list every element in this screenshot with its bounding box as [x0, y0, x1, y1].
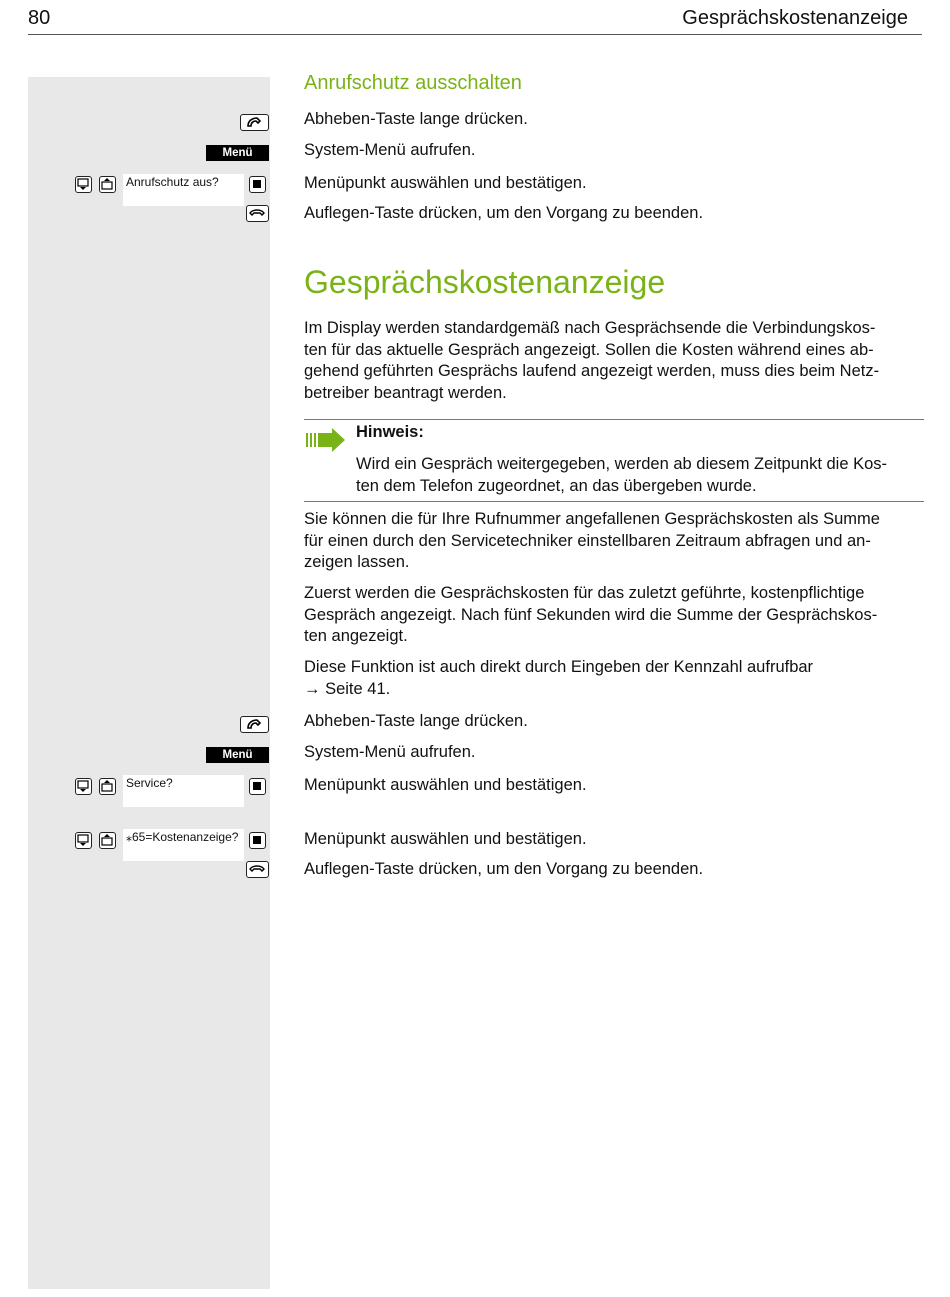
- section-title-kostenanzeige: Gesprächskostenanzeige: [304, 264, 666, 300]
- intro-line: betreiber beantragt werden.: [304, 383, 507, 402]
- note-label: Hinweis:: [356, 423, 424, 441]
- nav-down-key-icon: [75, 778, 92, 795]
- intro-paragraph: [304, 318, 924, 404]
- note-line: Wird ein Gespräch weitergegeben, werden ab diesem Zeitpunkt die Kos-: [356, 455, 888, 473]
- page-reference-link[interactable]: → Seite 41.: [304, 679, 391, 698]
- step-onhook: Auflegen-Taste drücken, um den Vorgang zu beenden.: [304, 860, 704, 878]
- menu-key: Menü: [206, 145, 269, 161]
- nav-up-key-icon: [99, 176, 116, 193]
- paragraph-line: Gespräch angezeigt. Nach fünf Sekunden wird die Summe der Gesprächskos-: [304, 605, 878, 624]
- note-top-rule: [304, 419, 924, 420]
- onhook-key-icon: [246, 861, 269, 878]
- step-select-confirm: Menüpunkt auswählen und bestätigen.: [304, 776, 587, 794]
- note-text: [356, 454, 887, 497]
- paragraph-kennzahl: [304, 657, 924, 700]
- menu-key: Menü: [206, 747, 269, 763]
- nav-down-key-icon: [75, 832, 92, 849]
- note-arrow-icon: [305, 427, 347, 458]
- page-number: 80: [28, 7, 51, 29]
- note-line: ten dem Telefon zugeordnet, an das übergeben wurde.: [356, 476, 757, 495]
- paragraph-summe: [304, 509, 924, 574]
- step-select-confirm: Menüpunkt auswählen und bestätigen.: [304, 174, 587, 192]
- step-onhook: Auflegen-Taste drücken, um den Vorgang zu beenden.: [304, 204, 704, 222]
- paragraph-line: Zuerst werden die Gesprächskosten für das zuletzt geführte, kostenpflichtige: [304, 584, 865, 602]
- ok-key-icon: [249, 778, 266, 795]
- header-rule: [28, 34, 922, 35]
- key-sidebar: [28, 77, 270, 1289]
- nav-up-key-icon: [99, 778, 116, 795]
- paragraph-line: Sie können die für Ihre Rufnummer angefallenen Gesprächskosten als Summe: [304, 510, 880, 528]
- display-service: Service?: [123, 775, 244, 807]
- ok-key-icon: [249, 176, 266, 193]
- step-system-menu: System-Menü aufrufen.: [304, 141, 476, 159]
- intro-line: Im Display werden standardgemäß nach Gesprächsende die Verbindungskos-: [304, 319, 876, 337]
- display-kostenanzeige: ⁎65=Kostenanzeige?: [123, 829, 244, 861]
- onhook-key-icon: [246, 205, 269, 222]
- offhook-key-icon: [240, 716, 269, 733]
- display-anrufschutz-aus: Anrufschutz aus?: [123, 174, 244, 206]
- ok-key-icon: [249, 832, 266, 849]
- step-offhook: Abheben-Taste lange drücken.: [304, 110, 528, 128]
- paragraph-line: ten angezeigt.: [304, 627, 408, 645]
- paragraph-line: für einen durch den Servicetechniker einstellbaren Zeitraum abfragen und an-: [304, 531, 871, 550]
- paragraph-line: zeigen lassen.: [304, 553, 410, 571]
- intro-line: gehend geführten Gesprächs laufend angezeigt werden, muss dies beim Netz-: [304, 362, 880, 380]
- offhook-key-icon: [240, 114, 269, 131]
- paragraph-line: Diese Funktion ist auch direkt durch Eingeben der Kennzahl aufrufbar: [304, 658, 814, 676]
- nav-up-key-icon: [99, 832, 116, 849]
- step-offhook: Abheben-Taste lange drücken.: [304, 712, 528, 730]
- note-bottom-rule: [304, 501, 924, 502]
- step-system-menu: System-Menü aufrufen.: [304, 743, 476, 761]
- step-select-confirm: Menüpunkt auswählen und bestätigen.: [304, 830, 587, 848]
- running-header-title: Gesprächskostenanzeige: [682, 7, 908, 29]
- paragraph-zuerst: [304, 583, 924, 648]
- section-title-anrufschutz: Anrufschutz ausschalten: [304, 72, 522, 94]
- nav-down-key-icon: [75, 176, 92, 193]
- intro-line: ten für das aktuelle Gespräch angezeigt. Sollen die Kosten während eines ab-: [304, 340, 874, 359]
